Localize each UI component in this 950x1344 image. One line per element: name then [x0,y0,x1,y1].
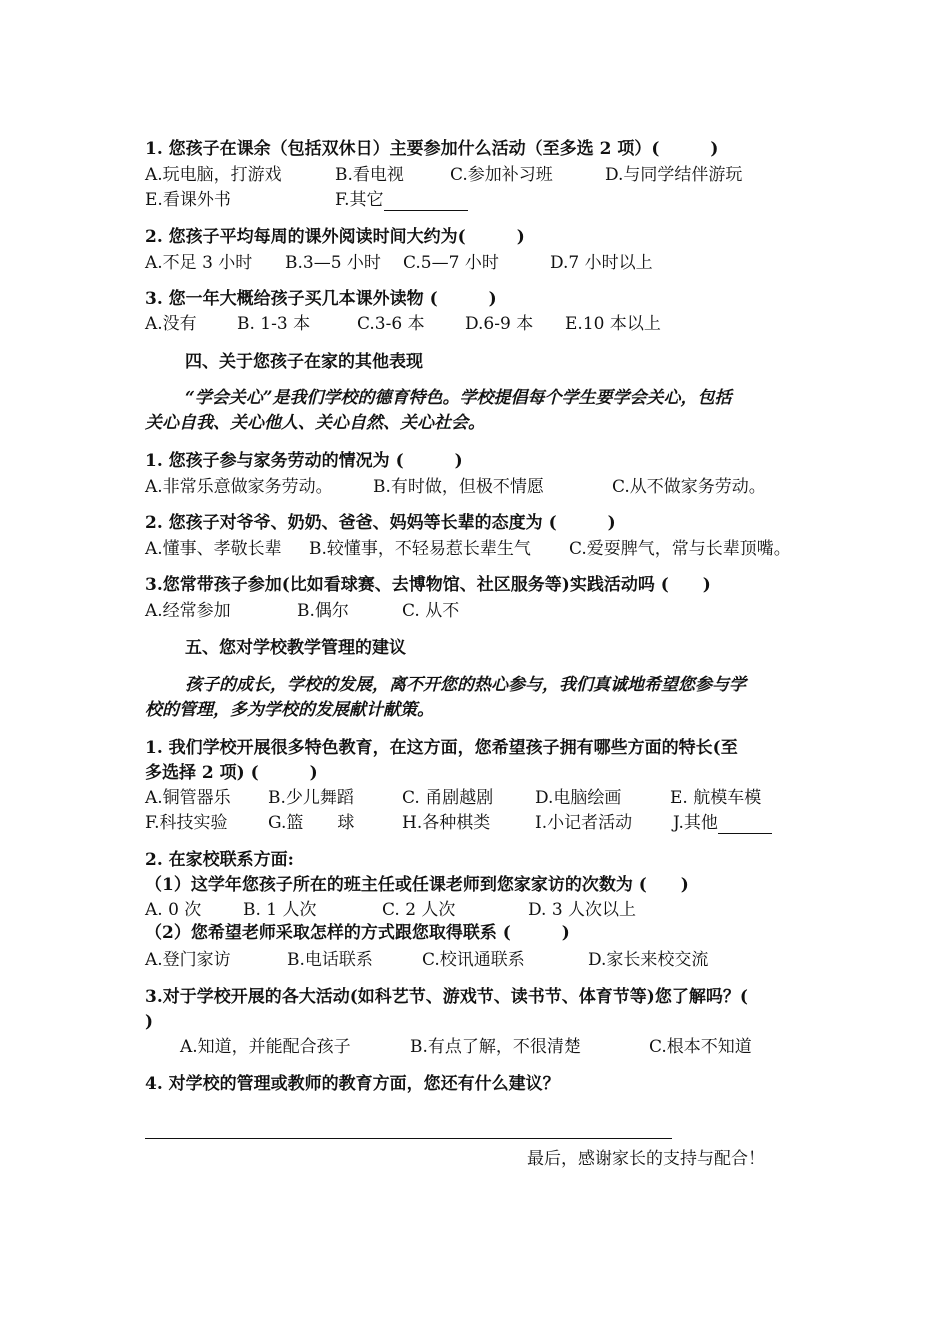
options-row [145,812,805,834]
question-specialties-cont: 多选择 2 项) ( ) [145,763,318,783]
section-heading: 四、关于您孩子在家的其他表现 [185,352,423,372]
section-intro: 关心自我、关心他人、关心自然、关心社会。 [145,413,485,433]
option-i: I.小记者活动 [535,813,633,833]
option-b: B.3—5 小时 [285,253,381,273]
section-intro: 校的管理，多为学校的发展献计献策。 [145,700,434,720]
option-d: D.7 小时以上 [550,253,653,273]
options-row [145,600,785,622]
question-specialties: 1. 我们学校开展很多特色教育，在这方面，您希望孩子拥有哪些方面的特长(至 [145,738,738,758]
options-row [145,164,785,186]
options-row [180,1036,800,1058]
question-books-per-year: 3. 您一年大概给孩子买几本课外读物 ( ) [145,289,497,309]
option-a: A.登门家访 [145,950,231,970]
option-j [673,812,772,834]
option-a: A.不足 3 小时 [145,253,253,273]
option-e: E.10 本以上 [565,314,661,334]
option-a: A.知道，并能配合孩子 [180,1037,351,1057]
section-heading: 五、您对学校教学管理的建议 [185,638,406,658]
option-c: C. 2 人次 [382,900,456,920]
question-reading-activities: 1. 您孩子在课余（包括双休日）主要参加什么活动（至多选 2 项）( ) [145,139,719,159]
option-b: B.少儿舞蹈 [268,788,354,808]
question-school-activities-cont: ) [145,1012,154,1032]
option-b: B.电话联系 [287,950,373,970]
option-f-label: F.其它 [335,190,384,210]
option-d: D. 3 人次以上 [528,900,637,920]
option-d: D.家长来校交流 [588,950,709,970]
options-row [145,787,805,809]
option-c: C.3-6 本 [357,314,425,334]
option-c: C.爱耍脾气，常与长辈顶嘴。 [569,539,791,559]
option-c: C. 甬剧越剧 [402,788,494,808]
option-a: A.非常乐意做家务劳动。 [145,477,333,497]
options-row [145,252,785,274]
option-g: G.篮 球 [268,813,355,833]
options-row [145,476,805,498]
option-c: C.5—7 小时 [403,253,499,273]
question-housework: 1. 您孩子参与家务劳动的情况为 ( ) [145,451,463,471]
option-b: B.偶尔 [297,601,349,621]
options-row [145,899,785,921]
option-b: B.有时做，但极不情愿 [373,477,544,497]
answer-blank [718,815,772,834]
question-suggestions: 4. 对学校的管理或教师的教育方面，您还有什么建议？ [145,1074,560,1094]
subquestion-contact-method: （2）您希望老师采取怎样的方式跟您取得联系 ( ) [145,923,570,943]
options-row [145,189,785,211]
section-intro: “学会关心”是我们学校的德育特色。学校提倡每个学生要学会关心，包括 [185,388,732,408]
option-c: C. 从不 [402,601,460,621]
option-c: C.校讯通联系 [422,950,525,970]
option-e: E. 航模车模 [670,788,762,808]
option-c: C.根本不知道 [649,1037,752,1057]
question-attitude-elders: 2. 您孩子对爷爷、奶奶、爸爸、妈妈等长辈的态度为 ( ) [145,513,616,533]
option-a: A. 0 次 [145,900,202,920]
options-row [145,313,785,335]
question-home-school-contact: 2. 在家校联系方面: [145,850,294,870]
option-j-label: J.其他 [673,813,718,833]
option-b: B.看电视 [335,165,404,185]
option-a: A.没有 [145,314,197,334]
option-a: A.经常参加 [145,601,231,621]
section-intro: 孩子的成长，学校的发展，离不开您的热心参与，我们真诚地希望您参与学 [185,675,746,695]
option-d: D.与同学结伴游玩 [605,165,743,185]
option-c: C.参加补习班 [450,165,553,185]
option-c: C.从不做家务劳动。 [612,477,766,497]
answer-line [145,1138,672,1139]
option-f [335,189,468,211]
option-h: H.各种棋类 [402,813,491,833]
option-b: B.有点了解，不很清楚 [410,1037,581,1057]
option-a: A.铜管器乐 [145,788,231,808]
options-row [145,538,825,560]
option-e: E.看课外书 [145,190,231,210]
question-weekly-reading: 2. 您孩子平均每周的课外阅读时间大约为( ) [145,227,525,247]
option-d: D.6-9 本 [465,314,534,334]
option-f: F.科技实验 [145,813,228,833]
closing-note: 最后，感谢家长的支持与配合！ [527,1149,765,1169]
option-b: B.较懂事，不轻易惹长辈生气 [309,539,531,559]
option-d: D.电脑绘画 [535,788,622,808]
option-b: B. 1-3 本 [237,314,311,334]
option-b: B. 1 人次 [243,900,317,920]
options-row [145,949,785,971]
option-a: A.懂事、孝敬长辈 [145,539,282,559]
question-practice-activities: 3.您常带孩子参加(比如看球赛、去博物馆、社区服务等)实践活动吗 ( ) [145,575,711,595]
option-a: A.玩电脑，打游戏 [145,165,282,185]
question-school-activities: 3.对于学校开展的各大活动(如科艺节、游戏节、读书节、体育节等)您了解吗？( [145,987,748,1007]
subquestion-home-visits: （1）这学年您孩子所在的班主任或任课老师到您家家访的次数为 ( ) [145,875,689,895]
answer-blank [384,192,468,211]
